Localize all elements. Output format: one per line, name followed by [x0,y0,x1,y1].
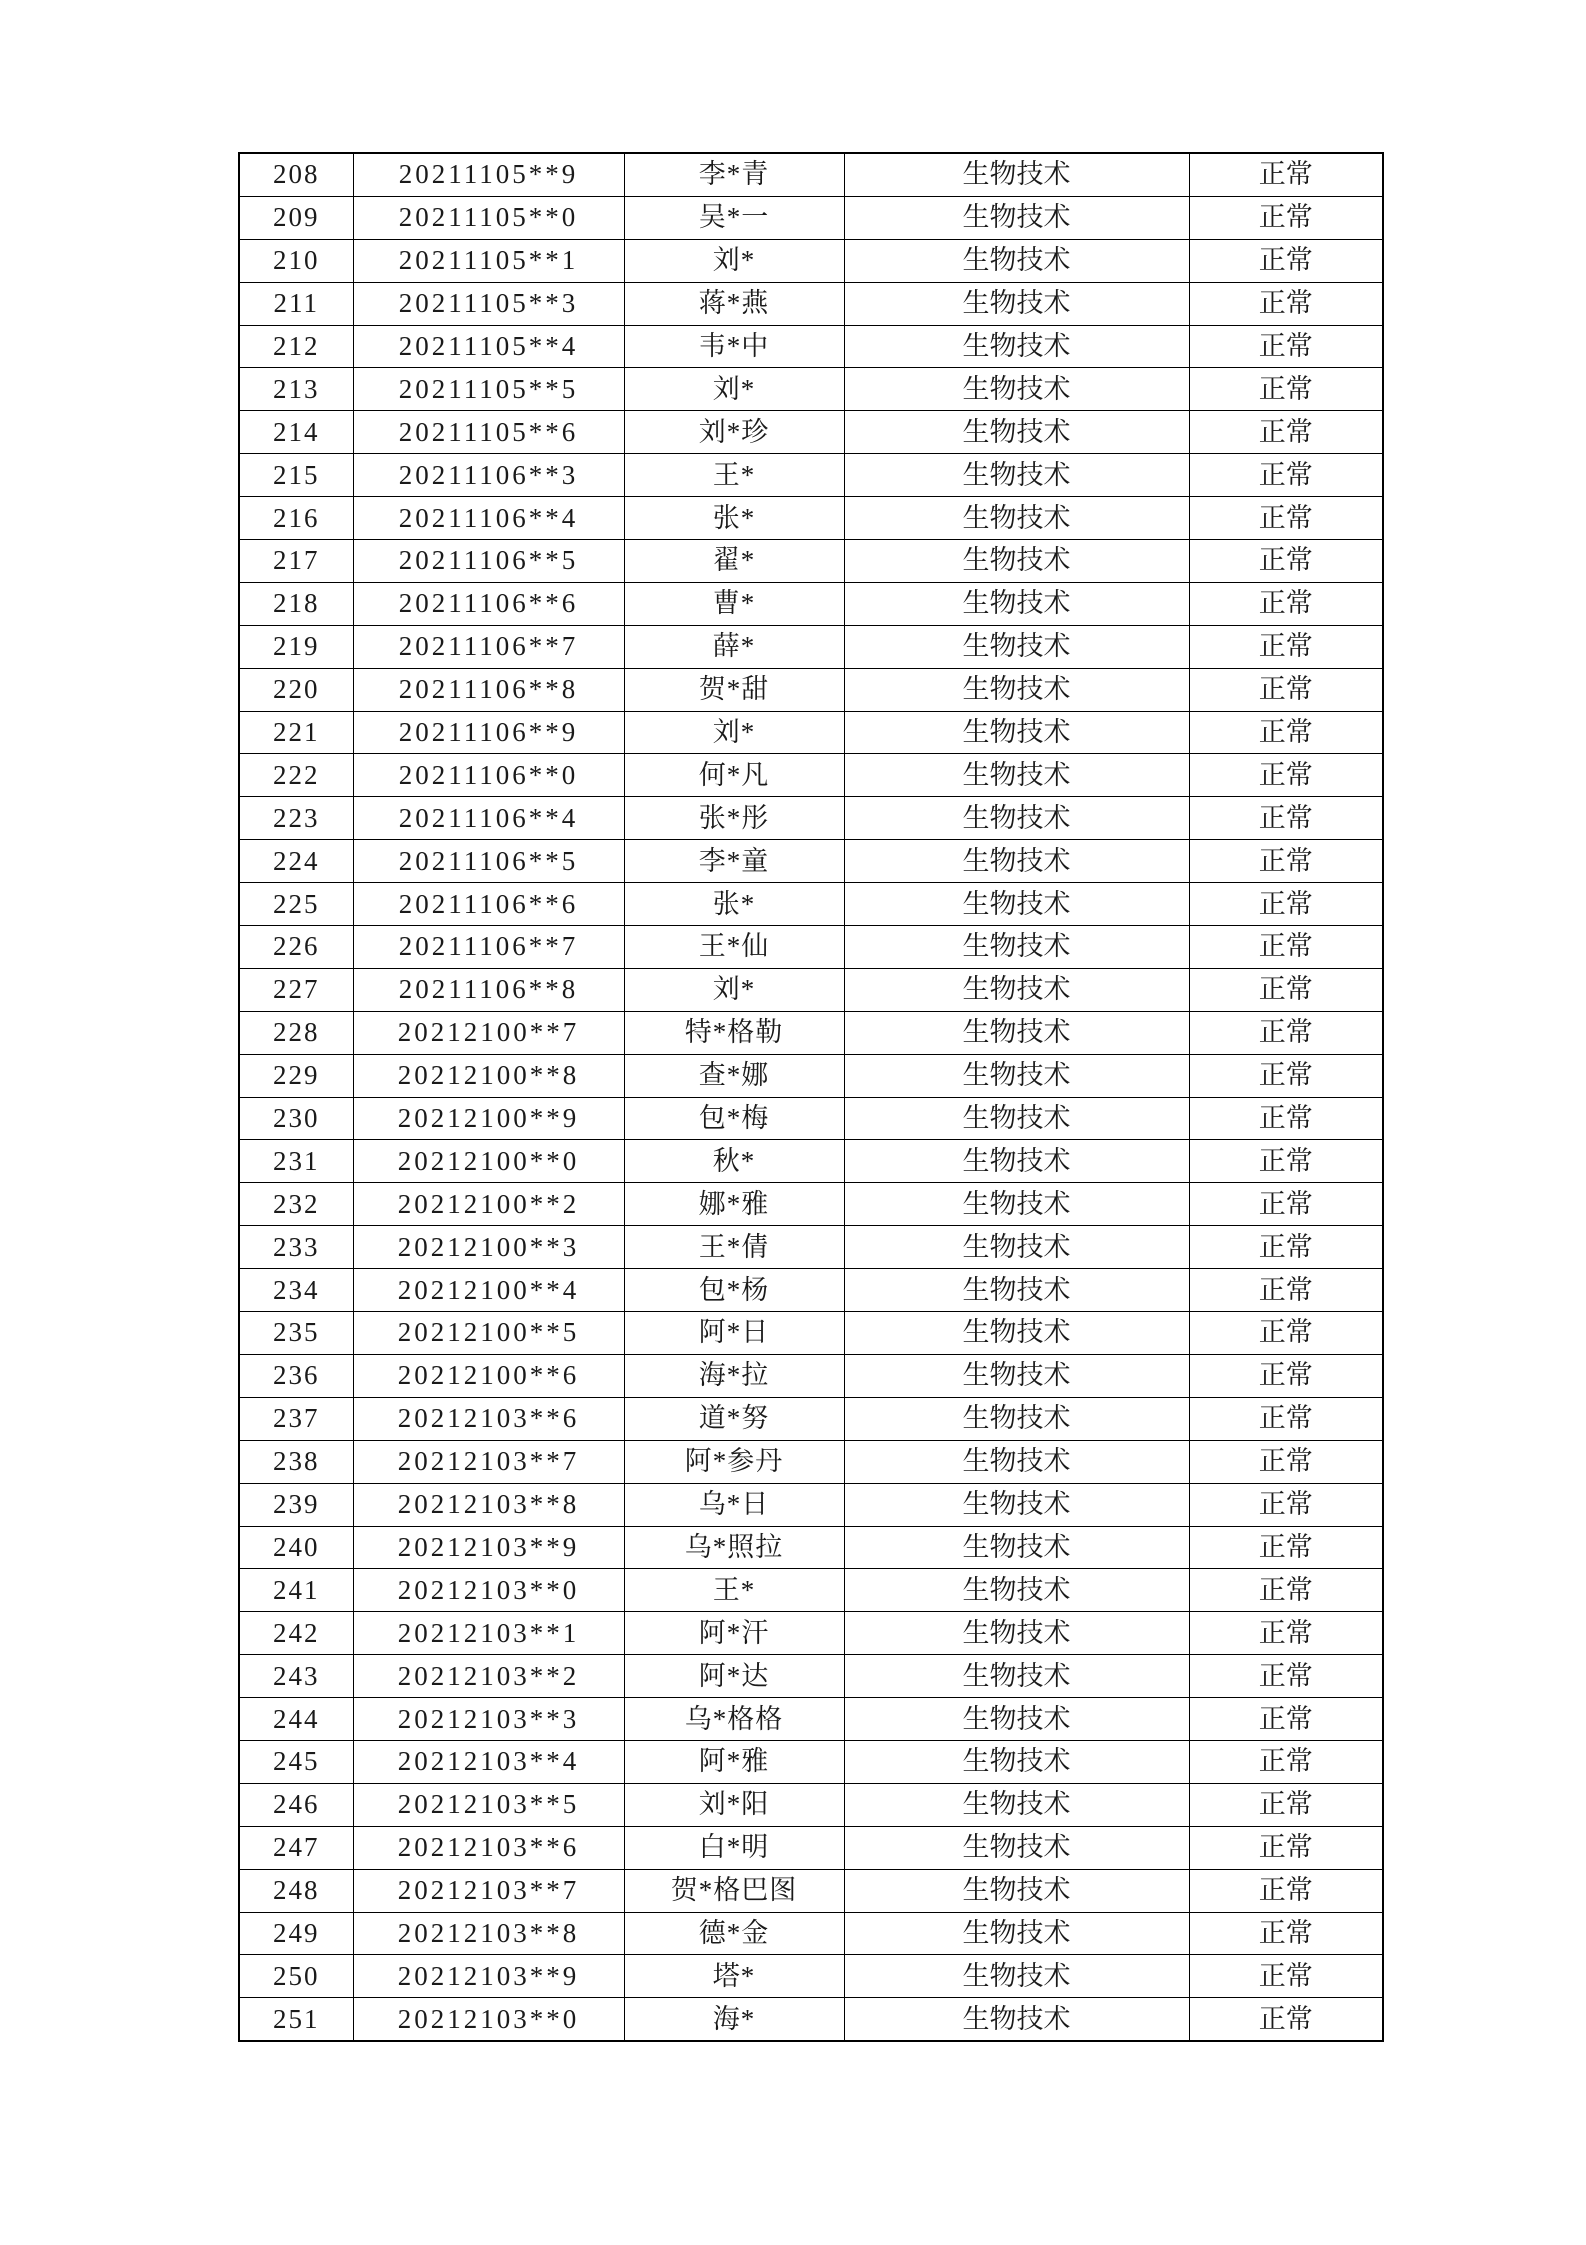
cell-student-id: 20211106**5 [353,840,624,883]
table-row [239,1612,1383,1655]
table-row [239,1740,1383,1783]
cell-major: 生物技术 [844,1312,1189,1355]
cell-status: 正常 [1189,153,1383,196]
cell-major: 生物技术 [844,497,1189,540]
cell-status: 正常 [1189,668,1383,711]
cell-status: 正常 [1189,1998,1383,2041]
cell-major: 生物技术 [844,840,1189,883]
table-row [239,1440,1383,1483]
cell-name: 贺*格巴图 [624,1869,844,1912]
cell-name: 刘* [624,239,844,282]
cell-name: 张* [624,883,844,926]
cell-student-id: 20212100**3 [353,1226,624,1269]
cell-student-id: 20212103**7 [353,1440,624,1483]
cell-student-id: 20211105**9 [353,153,624,196]
table-row [239,1354,1383,1397]
table-row [239,411,1383,454]
cell-row-number: 242 [239,1612,353,1655]
table-row [239,1912,1383,1955]
cell-major: 生物技术 [844,1054,1189,1097]
cell-major: 生物技术 [844,1826,1189,1869]
cell-student-id: 20212103**2 [353,1655,624,1698]
cell-name: 乌*格格 [624,1698,844,1741]
table-row [239,582,1383,625]
cell-name: 乌*日 [624,1483,844,1526]
table-row [239,1483,1383,1526]
cell-row-number: 251 [239,1998,353,2041]
cell-student-id: 20212103**6 [353,1397,624,1440]
cell-name: 王*倩 [624,1226,844,1269]
cell-status: 正常 [1189,239,1383,282]
table-body [239,153,1383,2041]
cell-status: 正常 [1189,840,1383,883]
cell-row-number: 230 [239,1097,353,1140]
cell-row-number: 224 [239,840,353,883]
cell-row-number: 212 [239,325,353,368]
cell-name: 海* [624,1998,844,2041]
cell-row-number: 218 [239,582,353,625]
cell-name: 吴*一 [624,196,844,239]
cell-row-number: 211 [239,282,353,325]
cell-student-id: 20211106**6 [353,582,624,625]
cell-student-id: 20211106**0 [353,754,624,797]
cell-major: 生物技术 [844,1655,1189,1698]
cell-major: 生物技术 [844,926,1189,969]
cell-name: 蒋*燕 [624,282,844,325]
cell-status: 正常 [1189,1612,1383,1655]
cell-row-number: 223 [239,797,353,840]
cell-major: 生物技术 [844,454,1189,497]
cell-student-id: 20212100**8 [353,1054,624,1097]
table-row [239,1826,1383,1869]
table-row [239,540,1383,583]
cell-major: 生物技术 [844,1269,1189,1312]
table-row [239,1869,1383,1912]
table-row [239,797,1383,840]
cell-student-id: 20212103**9 [353,1955,624,1998]
cell-status: 正常 [1189,754,1383,797]
cell-name: 包*梅 [624,1097,844,1140]
table-row [239,883,1383,926]
cell-status: 正常 [1189,968,1383,1011]
cell-name: 何*凡 [624,754,844,797]
cell-row-number: 221 [239,711,353,754]
cell-student-id: 20212103**0 [353,1998,624,2041]
cell-row-number: 240 [239,1526,353,1569]
cell-student-id: 20212103**0 [353,1569,624,1612]
cell-status: 正常 [1189,1526,1383,1569]
cell-row-number: 233 [239,1226,353,1269]
cell-major: 生物技术 [844,1397,1189,1440]
cell-student-id: 20212103**7 [353,1869,624,1912]
cell-student-id: 20212103**5 [353,1783,624,1826]
cell-student-id: 20212103**1 [353,1612,624,1655]
cell-name: 张* [624,497,844,540]
cell-status: 正常 [1189,454,1383,497]
cell-student-id: 20211106**8 [353,968,624,1011]
cell-name: 白*明 [624,1826,844,1869]
cell-major: 生物技术 [844,1612,1189,1655]
cell-major: 生物技术 [844,1783,1189,1826]
cell-major: 生物技术 [844,1912,1189,1955]
student-status-table [238,152,1384,2042]
table-row [239,711,1383,754]
cell-name: 阿*参丹 [624,1440,844,1483]
cell-row-number: 237 [239,1397,353,1440]
cell-student-id: 20211105**5 [353,368,624,411]
cell-status: 正常 [1189,325,1383,368]
cell-major: 生物技术 [844,1183,1189,1226]
cell-row-number: 241 [239,1569,353,1612]
cell-name: 翟* [624,540,844,583]
cell-major: 生物技术 [844,711,1189,754]
cell-row-number: 222 [239,754,353,797]
table-row [239,1183,1383,1226]
cell-status: 正常 [1189,1054,1383,1097]
cell-status: 正常 [1189,1955,1383,1998]
cell-name: 包*杨 [624,1269,844,1312]
cell-status: 正常 [1189,497,1383,540]
table-row [239,1955,1383,1998]
cell-major: 生物技术 [844,883,1189,926]
cell-name: 阿*汗 [624,1612,844,1655]
cell-major: 生物技术 [844,797,1189,840]
cell-major: 生物技术 [844,1483,1189,1526]
table-row [239,1269,1383,1312]
table-row [239,1140,1383,1183]
table-row [239,754,1383,797]
cell-status: 正常 [1189,1483,1383,1526]
cell-row-number: 220 [239,668,353,711]
cell-row-number: 213 [239,368,353,411]
cell-status: 正常 [1189,1354,1383,1397]
table-row [239,1655,1383,1698]
cell-status: 正常 [1189,1869,1383,1912]
cell-student-id: 20212103**4 [353,1740,624,1783]
cell-student-id: 20211105**4 [353,325,624,368]
cell-row-number: 249 [239,1912,353,1955]
cell-name: 刘*珍 [624,411,844,454]
cell-status: 正常 [1189,1269,1383,1312]
table-row [239,239,1383,282]
cell-name: 张*彤 [624,797,844,840]
cell-status: 正常 [1189,368,1383,411]
cell-status: 正常 [1189,1183,1383,1226]
cell-major: 生物技术 [844,282,1189,325]
cell-status: 正常 [1189,196,1383,239]
cell-major: 生物技术 [844,754,1189,797]
cell-status: 正常 [1189,926,1383,969]
cell-name: 薛* [624,625,844,668]
cell-student-id: 20212100**6 [353,1354,624,1397]
table-row [239,1312,1383,1355]
cell-status: 正常 [1189,1912,1383,1955]
cell-status: 正常 [1189,797,1383,840]
cell-status: 正常 [1189,282,1383,325]
table-row [239,1783,1383,1826]
cell-student-id: 20212103**3 [353,1698,624,1741]
cell-name: 阿*雅 [624,1740,844,1783]
cell-student-id: 20212103**9 [353,1526,624,1569]
table-row [239,1097,1383,1140]
cell-name: 特*格勒 [624,1011,844,1054]
cell-student-id: 20212100**5 [353,1312,624,1355]
cell-name: 查*娜 [624,1054,844,1097]
table-row [239,153,1383,196]
table-row [239,497,1383,540]
cell-status: 正常 [1189,625,1383,668]
cell-status: 正常 [1189,1698,1383,1741]
cell-student-id: 20211106**9 [353,711,624,754]
cell-name: 海*拉 [624,1354,844,1397]
cell-major: 生物技术 [844,1011,1189,1054]
cell-major: 生物技术 [844,1998,1189,2041]
cell-student-id: 20212100**4 [353,1269,624,1312]
cell-name: 贺*甜 [624,668,844,711]
cell-major: 生物技术 [844,325,1189,368]
cell-name: 刘*阳 [624,1783,844,1826]
cell-status: 正常 [1189,540,1383,583]
cell-student-id: 20212100**0 [353,1140,624,1183]
table-row [239,668,1383,711]
table-row [239,454,1383,497]
cell-row-number: 225 [239,883,353,926]
table-row [239,840,1383,883]
cell-row-number: 239 [239,1483,353,1526]
cell-name: 李*童 [624,840,844,883]
cell-row-number: 229 [239,1054,353,1097]
table-row [239,1011,1383,1054]
cell-student-id: 20211105**0 [353,196,624,239]
table-row [239,325,1383,368]
table-row [239,196,1383,239]
cell-name: 道*努 [624,1397,844,1440]
cell-row-number: 214 [239,411,353,454]
cell-major: 生物技术 [844,1140,1189,1183]
cell-status: 正常 [1189,1312,1383,1355]
cell-status: 正常 [1189,582,1383,625]
cell-major: 生物技术 [844,1698,1189,1741]
cell-status: 正常 [1189,711,1383,754]
cell-major: 生物技术 [844,625,1189,668]
table-row [239,1054,1383,1097]
cell-student-id: 20211106**6 [353,883,624,926]
cell-major: 生物技术 [844,1869,1189,1912]
table-row [239,625,1383,668]
cell-major: 生物技术 [844,1226,1189,1269]
cell-major: 生物技术 [844,196,1189,239]
cell-row-number: 219 [239,625,353,668]
cell-status: 正常 [1189,1011,1383,1054]
cell-row-number: 244 [239,1698,353,1741]
cell-row-number: 238 [239,1440,353,1483]
cell-status: 正常 [1189,1440,1383,1483]
cell-major: 生物技术 [844,1526,1189,1569]
cell-name: 王* [624,1569,844,1612]
table-row [239,926,1383,969]
cell-row-number: 246 [239,1783,353,1826]
cell-status: 正常 [1189,1569,1383,1612]
cell-row-number: 216 [239,497,353,540]
cell-student-id: 20211106**7 [353,926,624,969]
cell-student-id: 20211106**4 [353,497,624,540]
cell-row-number: 209 [239,196,353,239]
cell-status: 正常 [1189,1826,1383,1869]
cell-name: 乌*照拉 [624,1526,844,1569]
cell-major: 生物技术 [844,153,1189,196]
cell-major: 生物技术 [844,239,1189,282]
cell-major: 生物技术 [844,1740,1189,1783]
table-row [239,1397,1383,1440]
cell-status: 正常 [1189,1140,1383,1183]
cell-student-id: 20212100**2 [353,1183,624,1226]
cell-major: 生物技术 [844,1569,1189,1612]
cell-row-number: 243 [239,1655,353,1698]
cell-row-number: 215 [239,454,353,497]
cell-status: 正常 [1189,1740,1383,1783]
cell-status: 正常 [1189,411,1383,454]
cell-name: 韦*中 [624,325,844,368]
cell-name: 刘* [624,368,844,411]
table-row [239,282,1383,325]
cell-major: 生物技术 [844,1955,1189,1998]
cell-name: 刘* [624,711,844,754]
cell-name: 德*金 [624,1912,844,1955]
cell-row-number: 227 [239,968,353,1011]
table-row [239,368,1383,411]
cell-name: 阿*达 [624,1655,844,1698]
cell-name: 秋* [624,1140,844,1183]
cell-name: 王* [624,454,844,497]
cell-major: 生物技术 [844,582,1189,625]
cell-name: 塔* [624,1955,844,1998]
cell-name: 刘* [624,968,844,1011]
cell-row-number: 250 [239,1955,353,1998]
cell-row-number: 231 [239,1140,353,1183]
cell-row-number: 247 [239,1826,353,1869]
cell-major: 生物技术 [844,1097,1189,1140]
cell-student-id: 20211105**3 [353,282,624,325]
cell-status: 正常 [1189,1655,1383,1698]
cell-student-id: 20211105**1 [353,239,624,282]
cell-row-number: 235 [239,1312,353,1355]
cell-row-number: 217 [239,540,353,583]
cell-status: 正常 [1189,1097,1383,1140]
cell-student-id: 20212103**8 [353,1912,624,1955]
cell-student-id: 20211106**7 [353,625,624,668]
cell-student-id: 20211106**5 [353,540,624,583]
cell-row-number: 226 [239,926,353,969]
cell-major: 生物技术 [844,540,1189,583]
cell-row-number: 234 [239,1269,353,1312]
cell-student-id: 20211106**3 [353,454,624,497]
cell-major: 生物技术 [844,368,1189,411]
cell-row-number: 208 [239,153,353,196]
table-row [239,1998,1383,2041]
cell-status: 正常 [1189,883,1383,926]
cell-student-id: 20211106**4 [353,797,624,840]
table-row [239,1226,1383,1269]
cell-student-id: 20211105**6 [353,411,624,454]
cell-row-number: 210 [239,239,353,282]
cell-name: 王*仙 [624,926,844,969]
cell-row-number: 232 [239,1183,353,1226]
cell-name: 娜*雅 [624,1183,844,1226]
table-row [239,1698,1383,1741]
cell-row-number: 245 [239,1740,353,1783]
cell-major: 生物技术 [844,968,1189,1011]
cell-student-id: 20212100**7 [353,1011,624,1054]
cell-major: 生物技术 [844,1440,1189,1483]
cell-row-number: 236 [239,1354,353,1397]
cell-row-number: 248 [239,1869,353,1912]
cell-major: 生物技术 [844,668,1189,711]
cell-name: 曹* [624,582,844,625]
cell-name: 李*青 [624,153,844,196]
table-row [239,1569,1383,1612]
cell-status: 正常 [1189,1226,1383,1269]
cell-name: 阿*日 [624,1312,844,1355]
cell-major: 生物技术 [844,1354,1189,1397]
cell-status: 正常 [1189,1397,1383,1440]
table-row [239,968,1383,1011]
cell-student-id: 20212103**8 [353,1483,624,1526]
cell-row-number: 228 [239,1011,353,1054]
cell-student-id: 20211106**8 [353,668,624,711]
cell-student-id: 20212100**9 [353,1097,624,1140]
cell-major: 生物技术 [844,411,1189,454]
cell-student-id: 20212103**6 [353,1826,624,1869]
cell-status: 正常 [1189,1783,1383,1826]
table-row [239,1526,1383,1569]
